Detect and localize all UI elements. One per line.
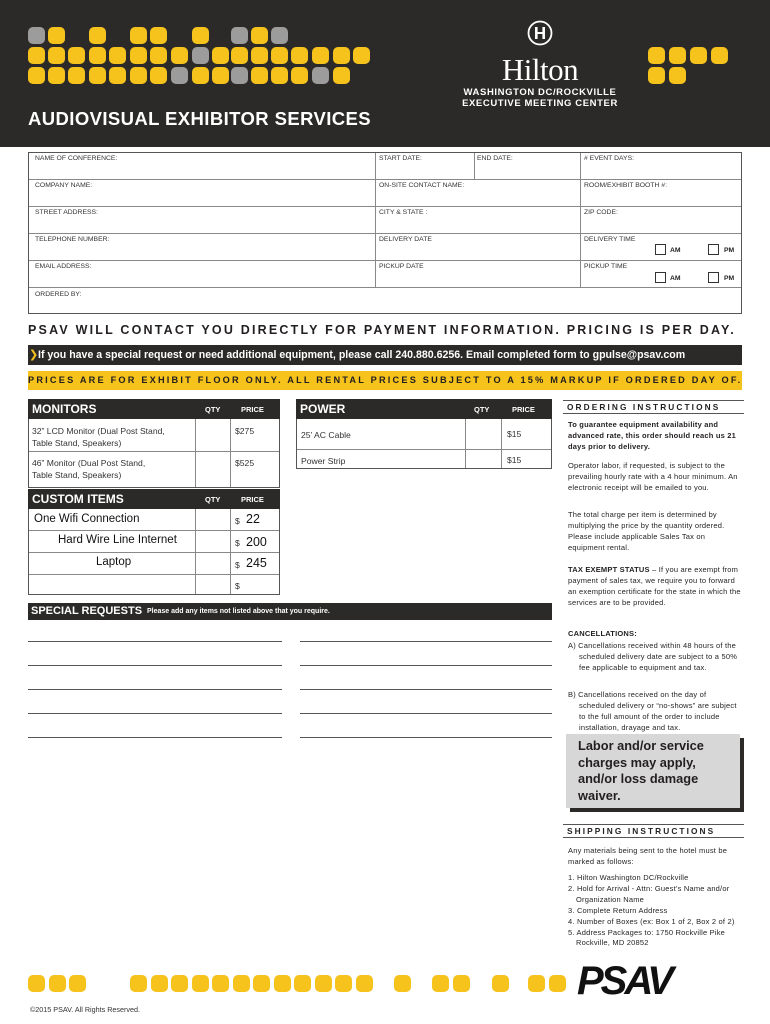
decorative-tile xyxy=(89,27,106,44)
special-request-banner xyxy=(28,345,742,365)
form-row-divider xyxy=(29,260,741,261)
table-col-divider xyxy=(195,419,196,487)
decorative-tile xyxy=(130,27,147,44)
special-request-line[interactable] xyxy=(28,689,282,690)
hilton-logo xyxy=(440,20,640,120)
conference-name-field[interactable]: NAME OF CONFERENCE: xyxy=(35,155,118,162)
table-col-divider xyxy=(465,419,466,468)
power-header xyxy=(296,399,552,419)
decorative-tile xyxy=(28,975,45,992)
decorative-tile xyxy=(251,27,268,44)
booth-number-field[interactable]: ROOM/EXHIBIT BOOTH #: xyxy=(584,182,667,189)
special-request-line[interactable] xyxy=(300,689,552,690)
hilton-h-logo-icon xyxy=(527,20,553,46)
decorative-tile xyxy=(253,975,270,992)
email-field[interactable]: EMAIL ADDRESS: xyxy=(35,263,92,270)
start-date-field[interactable]: START DATE: xyxy=(379,155,422,162)
decorative-tile xyxy=(150,67,167,84)
price-column-header: PRICE xyxy=(241,405,264,414)
cancellation-a-text: A) Cancellations received within 48 hours of the scheduled delivery date are subject to a 50% fee applicable to equipment and tax. xyxy=(568,641,738,672)
form-col-divider xyxy=(474,153,475,179)
pm-label: PM xyxy=(724,275,735,282)
city-state-field[interactable]: CITY & STATE : xyxy=(379,209,428,216)
decorative-tile xyxy=(271,67,288,84)
decorative-tile xyxy=(690,47,707,64)
qty-column-header: QTY xyxy=(205,405,221,414)
labor-callout-panel xyxy=(566,734,740,808)
special-request-line[interactable] xyxy=(28,713,282,714)
special-request-line[interactable] xyxy=(300,713,552,714)
decorative-tile xyxy=(212,47,229,64)
decorative-tile xyxy=(528,975,545,992)
currency-symbol: $ xyxy=(235,581,240,591)
end-date-field[interactable]: END DATE: xyxy=(477,155,513,162)
monitors-table xyxy=(28,419,280,488)
decorative-tile xyxy=(89,47,106,64)
decorative-tile xyxy=(192,975,209,992)
street-address-field[interactable]: STREET ADDRESS: xyxy=(35,209,98,216)
decorative-tile xyxy=(48,47,65,64)
custom-item-price[interactable]: 245 xyxy=(246,556,267,570)
decorative-tile xyxy=(212,975,229,992)
decorative-tile xyxy=(669,67,686,84)
decorative-tile xyxy=(150,47,167,64)
decorative-tile xyxy=(130,67,147,84)
cancellation-b-text: B) Cancellations received on the day of scheduled delivery or “no-shows” are subject to the full amount of the order to include installation, drayage and tax. xyxy=(568,690,737,732)
custom-items-table xyxy=(28,509,280,595)
decorative-tile xyxy=(130,975,147,992)
custom-item-name[interactable]: Laptop xyxy=(96,556,132,568)
currency-symbol: $ xyxy=(235,538,240,548)
operator-labor-text: Operator labor, if requested, is subject to the prevailing hourly rate with a 4 hour minimum. An electronic receipt will be emailed to you. xyxy=(568,461,738,492)
decorative-tile xyxy=(271,27,288,44)
decorative-tile xyxy=(49,975,66,992)
monitor-item-name: 46” Monitor (Dual Post Stand, Table Stand, Speakers) xyxy=(32,458,146,480)
decorative-tile xyxy=(212,67,229,84)
decorative-tile xyxy=(171,975,188,992)
shipping-intro: Any materials being sent to the hotel must be marked as follows: xyxy=(568,846,728,866)
delivery-date-field[interactable]: DELIVERY DATE xyxy=(379,236,432,243)
decorative-tile xyxy=(231,27,248,44)
tax-exempt-text: TAX EXEMPT STATUS – If you are exempt from payment of sales tax, we require you to forward an exemption certificate for the state in which the services are to be provided. xyxy=(568,565,741,607)
monitors-header xyxy=(28,399,280,419)
special-request-line[interactable] xyxy=(28,641,282,642)
decorative-tile xyxy=(171,67,188,84)
markup-banner: PRICES ARE FOR EXHIBIT FLOOR ONLY. ALL RENTAL PRICES SUBJECT TO A 15% MARKUP IF ORDERED DAY OF. xyxy=(28,371,742,390)
decorative-tile xyxy=(192,67,209,84)
ordering-deadline-text: To guarantee equipment availability and advanced rate, this order should reach us 21 days prior to delivery. xyxy=(568,420,737,451)
decorative-tile xyxy=(231,67,248,84)
table-col-divider xyxy=(230,419,231,487)
currency-symbol: $ xyxy=(235,516,240,526)
decorative-tile xyxy=(274,975,291,992)
monitor-price: $525 xyxy=(235,458,255,468)
monitors-title: MONITORS xyxy=(32,402,97,416)
decorative-tile xyxy=(130,47,147,64)
labor-callout xyxy=(570,738,744,812)
qty-column-header: QTY xyxy=(474,405,490,414)
currency-symbol: $ xyxy=(235,560,240,570)
decorative-tile xyxy=(109,47,126,64)
pickup-date-field[interactable]: PICKUP DATE xyxy=(379,263,424,270)
decorative-tile xyxy=(648,47,665,64)
table-row-divider xyxy=(297,449,551,450)
monitor-price: $275 xyxy=(235,426,255,436)
decorative-tile xyxy=(394,975,411,992)
decorative-tile xyxy=(353,47,370,64)
decorative-tile xyxy=(231,47,248,64)
decorative-tile xyxy=(251,47,268,64)
pickup-pm-checkbox[interactable] xyxy=(708,272,719,283)
decorative-tile xyxy=(356,975,373,992)
table-col-divider xyxy=(501,419,502,468)
table-row-divider xyxy=(29,451,279,452)
power-price: $15 xyxy=(507,429,522,439)
decorative-tile xyxy=(48,67,65,84)
pm-label: PM xyxy=(724,247,735,254)
telephone-field[interactable]: TELEPHONE NUMBER: xyxy=(35,236,110,243)
monitor-item-name: 32” LCD Monitor (Dual Post Stand, Table Stand, Speakers) xyxy=(32,426,165,448)
company-name-field[interactable]: COMPANY NAME: xyxy=(35,182,93,189)
shipping-step: 1. Hilton Washington DC/Rockville xyxy=(568,873,689,882)
ordered-by-field[interactable]: ORDERED BY: xyxy=(35,291,82,298)
contact-form xyxy=(28,152,742,314)
ordering-instructions-header: ORDERING INSTRUCTIONS xyxy=(563,400,744,414)
decorative-tile xyxy=(28,47,45,64)
power-title: POWER xyxy=(300,402,346,416)
decorative-tile xyxy=(271,47,288,64)
chevron-right-icon: ❯ xyxy=(29,349,39,361)
power-item-name: 25’ AC Cable xyxy=(301,430,351,440)
special-request-line[interactable] xyxy=(28,665,282,666)
zip-code-field[interactable]: ZIP CODE: xyxy=(584,209,618,216)
custom-item-price[interactable]: 200 xyxy=(246,535,267,549)
decorative-tile xyxy=(294,975,311,992)
special-requests-note: Please add any items not listed above that you require. xyxy=(147,608,330,615)
decorative-tile xyxy=(28,67,45,84)
decorative-tile xyxy=(151,975,168,992)
decorative-tile xyxy=(192,47,209,64)
special-request-line[interactable] xyxy=(300,641,552,642)
price-column-header: PRICE xyxy=(512,405,535,414)
hotel-venue: EXECUTIVE MEETING CENTER xyxy=(462,98,618,109)
table-row-divider xyxy=(29,530,279,531)
shipping-step: 2. Hold for Arrival - Attn: Guest’s Name and/or Organization Name xyxy=(568,883,730,904)
psav-logo-icon: PSAV xyxy=(577,959,671,1003)
power-table xyxy=(296,419,552,469)
hotel-location: WASHINGTON DC/ROCKVILLE xyxy=(463,87,617,98)
decorative-tile xyxy=(109,67,126,84)
decorative-tile xyxy=(669,47,686,64)
hilton-wordmark: Hilton xyxy=(501,52,579,87)
power-price: $15 xyxy=(507,455,522,465)
decorative-tile xyxy=(648,67,665,84)
pickup-time-label: PICKUP TIME xyxy=(584,263,628,270)
shipping-instructions-header: SHIPPING INSTRUCTIONS xyxy=(563,824,744,838)
page-title: AUDIOVISUAL EXHIBITOR SERVICES xyxy=(28,108,372,129)
price-column-header: PRICE xyxy=(241,495,264,504)
decorative-tile xyxy=(312,47,329,64)
page-header xyxy=(0,0,770,147)
decorative-tile xyxy=(315,975,332,992)
am-label: AM xyxy=(670,275,681,282)
decorative-tile xyxy=(335,975,352,992)
decorative-tile xyxy=(312,67,329,84)
decorative-tile xyxy=(432,975,449,992)
payment-notice: PSAV WILL CONTACT YOU DIRECTLY FOR PAYMENT INFORMATION. PRICING IS PER DAY. xyxy=(28,323,736,337)
form-col-divider xyxy=(375,153,376,287)
decorative-tile xyxy=(453,975,470,992)
monitor-qty-input[interactable] xyxy=(197,454,228,484)
decorative-tile xyxy=(333,67,350,84)
decorative-tile xyxy=(711,47,728,64)
special-requests-header xyxy=(28,603,552,620)
decorative-tile xyxy=(68,67,85,84)
custom-item-name[interactable]: One Wifi Connection xyxy=(34,513,140,525)
special-request-line[interactable] xyxy=(300,665,552,666)
decorative-tile xyxy=(69,975,86,992)
decorative-tile xyxy=(333,47,350,64)
form-row-divider xyxy=(29,287,741,288)
copyright-text: ©2015 PSAV. All Rights Reserved. xyxy=(30,1005,140,1014)
shipping-step: 5. Address Packages to: 1750 Rockville Pike Rockville, MD 20852 xyxy=(568,927,726,948)
delivery-time-label: DELIVERY TIME xyxy=(584,236,636,243)
special-request-line[interactable] xyxy=(300,737,552,738)
decorative-tile xyxy=(233,975,250,992)
decorative-tile xyxy=(192,27,209,44)
decorative-tile xyxy=(28,27,45,44)
cancellations-title: CANCELLATIONS: xyxy=(568,629,637,638)
form-row-divider xyxy=(29,233,741,234)
onsite-contact-field[interactable]: ON-SITE CONTACT NAME: xyxy=(379,182,465,189)
special-request-line[interactable] xyxy=(28,737,282,738)
custom-item-price[interactable]: 22 xyxy=(246,512,260,526)
qty-column-header: QTY xyxy=(205,495,221,504)
decorative-tile xyxy=(48,27,65,44)
delivery-am-checkbox[interactable] xyxy=(655,244,666,255)
shipping-steps xyxy=(568,873,744,949)
decorative-tile xyxy=(150,27,167,44)
decorative-tile xyxy=(89,67,106,84)
power-item-name: Power Strip xyxy=(301,456,346,466)
am-label: AM xyxy=(670,247,681,254)
decorative-tile xyxy=(549,975,566,992)
decorative-tile xyxy=(251,67,268,84)
special-request-text: If you have a special request or need additional equipment, please call 240.880.6256. Email completed form to gpulse@psav.com xyxy=(38,349,686,361)
form-col-divider xyxy=(580,153,581,287)
table-row-divider xyxy=(29,552,279,553)
form-row-divider xyxy=(29,206,741,207)
pickup-am-checkbox[interactable] xyxy=(655,272,666,283)
form-row-divider xyxy=(29,179,741,180)
shipping-step: 3. Complete Return Address xyxy=(568,905,668,915)
table-col-divider xyxy=(230,509,231,594)
custom-item-name[interactable]: Hard Wire Line Internet xyxy=(58,534,177,546)
decorative-tile xyxy=(492,975,509,992)
shipping-step: 4. Number of Boxes (ex: Box 1 of 2, Box 2 of 2) xyxy=(568,916,735,926)
decorative-tile xyxy=(68,47,85,64)
total-charge-text: The total charge per item is determined by multiplying the price by the quantity ordered. Please include applicable Sales Tax on equipment rental. xyxy=(568,510,725,552)
special-requests-title: SPECIAL REQUESTS xyxy=(31,605,143,617)
table-col-divider xyxy=(195,509,196,594)
decorative-tile xyxy=(291,47,308,64)
custom-items-header xyxy=(28,489,280,509)
delivery-pm-checkbox[interactable] xyxy=(708,244,719,255)
decorative-tile xyxy=(171,47,188,64)
custom-items-title: CUSTOM ITEMS xyxy=(32,492,124,506)
monitor-qty-input[interactable] xyxy=(197,422,228,448)
labor-callout-text: Labor and/or service charges may apply, and/or loss damage waiver. xyxy=(578,738,704,803)
table-row-divider xyxy=(29,574,279,575)
event-days-field[interactable]: # EVENT DAYS: xyxy=(584,155,634,162)
decorative-tile xyxy=(291,67,308,84)
